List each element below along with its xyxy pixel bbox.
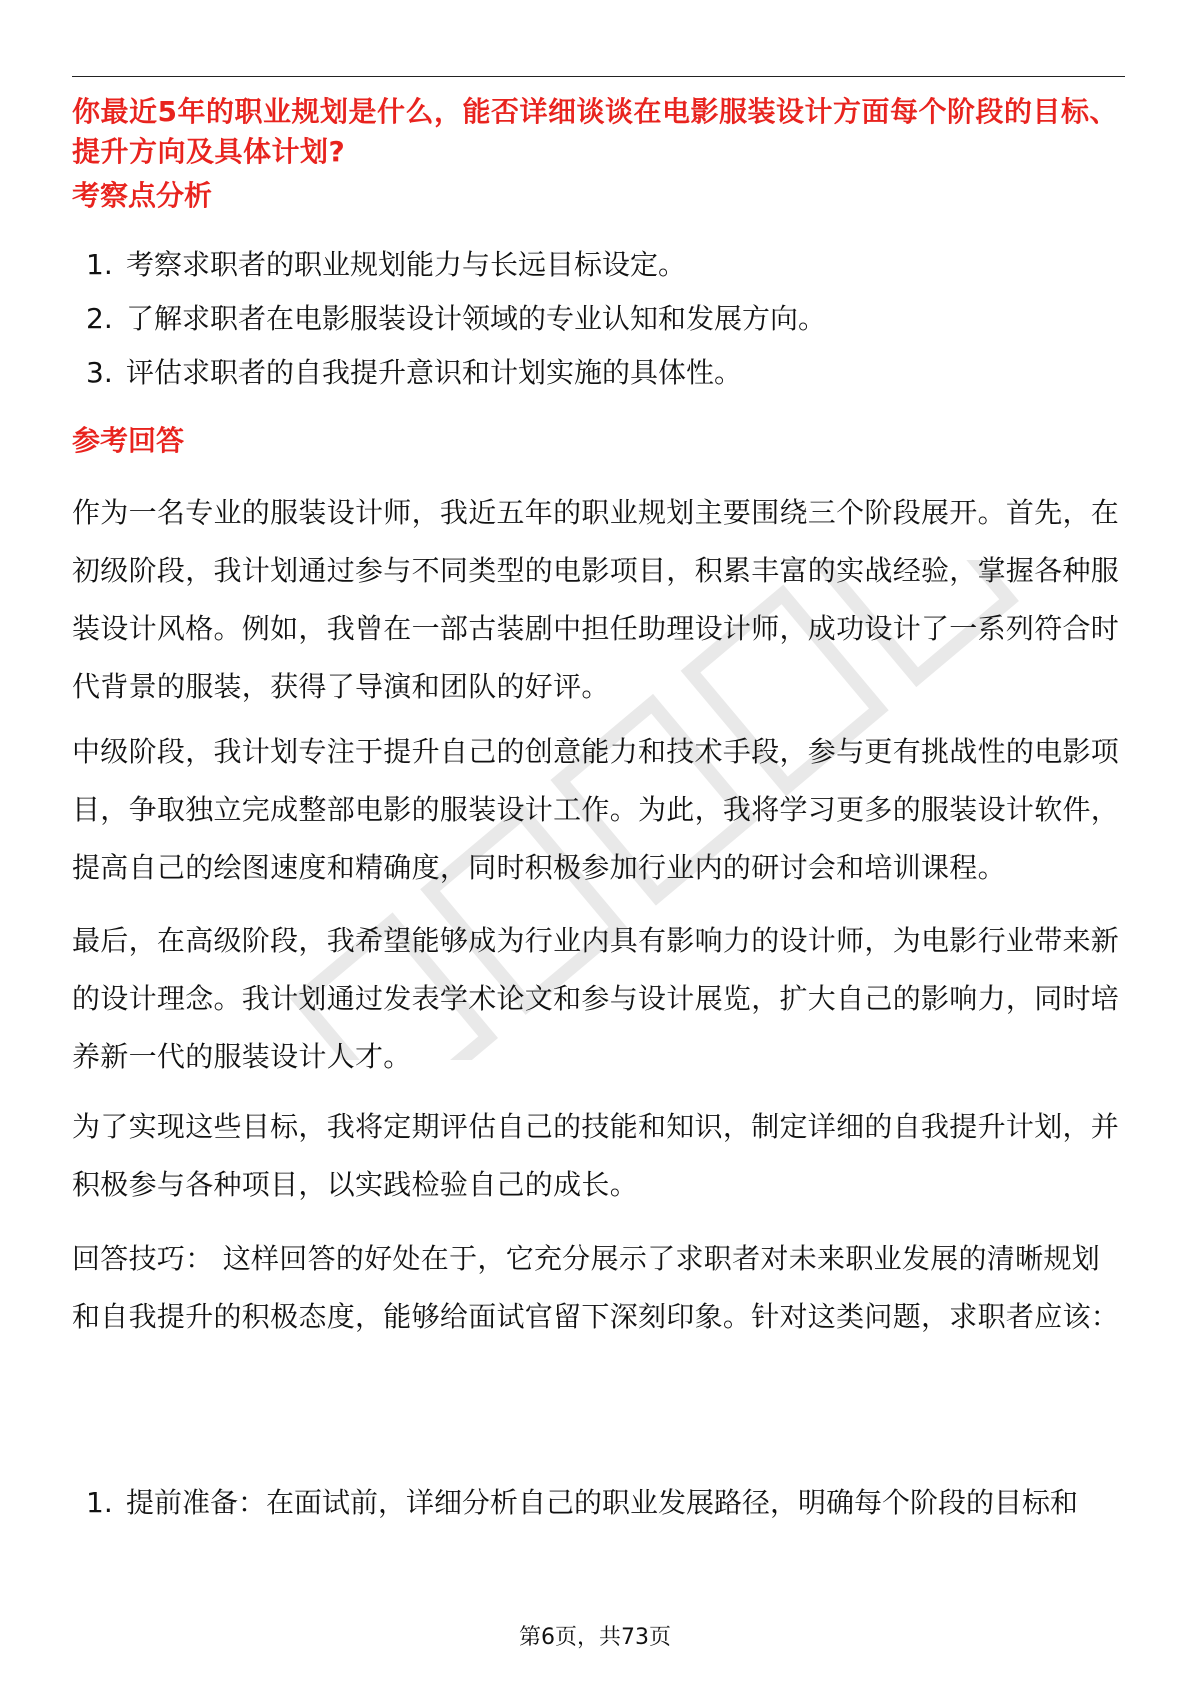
- list-number: 1.: [86, 248, 113, 281]
- answer-paragraph: 为了实现这些目标，我将定期评估自己的技能和知识，制定详细的自我提升计划，并积极参与各种项目，以实践检验自己的成长。: [72, 1110, 1120, 1201]
- top-divider: [72, 76, 1125, 77]
- list-text: 了解求职者在电影服装设计领域的专业认知和发展方向。: [126, 302, 827, 335]
- answer-paragraph: 作为一名专业的服装设计师，我近五年的职业规划主要围绕三个阶段展开。首先，在初级阶段，我计划通过参与不同类型的电影项目，积累丰富的实战经验，掌握各种服装设计风格。例如，我曾在一部古装剧中担任助理设计师，成功设计了一系列符合时代背景的服装，获得了导演和团队的好评。: [72, 496, 1120, 703]
- list-number: 1.: [86, 1486, 113, 1519]
- answer-paragraph: 中级阶段，我计划专注于提升自己的创意能力和技术手段，参与更有挑战性的电影项目，争取独立完成整部电影的服装设计工作。为此，我将学习更多的服装设计软件，提高自己的绘图速度和精确度，同时积极参加行业内的研讨会和培训课程。: [72, 735, 1120, 884]
- question-title: 你最近5年的职业规划是什么，能否详细谈谈在电影服装设计方面每个阶段的目标、提升方向及具体计划?: [72, 95, 1118, 168]
- page-number: 第6页，共73页: [519, 1625, 671, 1650]
- analysis-list-item: [86, 245, 1126, 285]
- list-text: 评估求职者的自我提升意识和计划实施的具体性。: [126, 356, 743, 389]
- list-text: 考察求职者的职业规划能力与长远目标设定。: [126, 248, 687, 281]
- analysis-heading: 考察点分析: [72, 179, 213, 212]
- list-text: 提前准备：在面试前，详细分析自己的职业发展路径，明确每个阶段的目标和: [126, 1486, 1079, 1519]
- analysis-list-item: [86, 353, 1126, 393]
- list-number: 3.: [86, 356, 113, 389]
- tips-list-item: [86, 1483, 1126, 1523]
- list-number: 2.: [86, 302, 113, 335]
- answer-tips-paragraph: 回答技巧： 这样回答的好处在于，它充分展示了求职者对未来职业发展的清晰规划和自我提升的积极态度，能够给面试官留下深刻印象。针对这类问题，求职者应该：: [72, 1242, 1120, 1333]
- answer-heading: 参考回答: [72, 424, 185, 457]
- answer-paragraph: 最后，在高级阶段，我希望能够成为行业内具有影响力的设计师，为电影行业带来新的设计理念。我计划通过发表学术论文和参与设计展览，扩大自己的影响力，同时培养新一代的服装设计人才。: [72, 924, 1120, 1073]
- analysis-list-item: [86, 299, 1126, 339]
